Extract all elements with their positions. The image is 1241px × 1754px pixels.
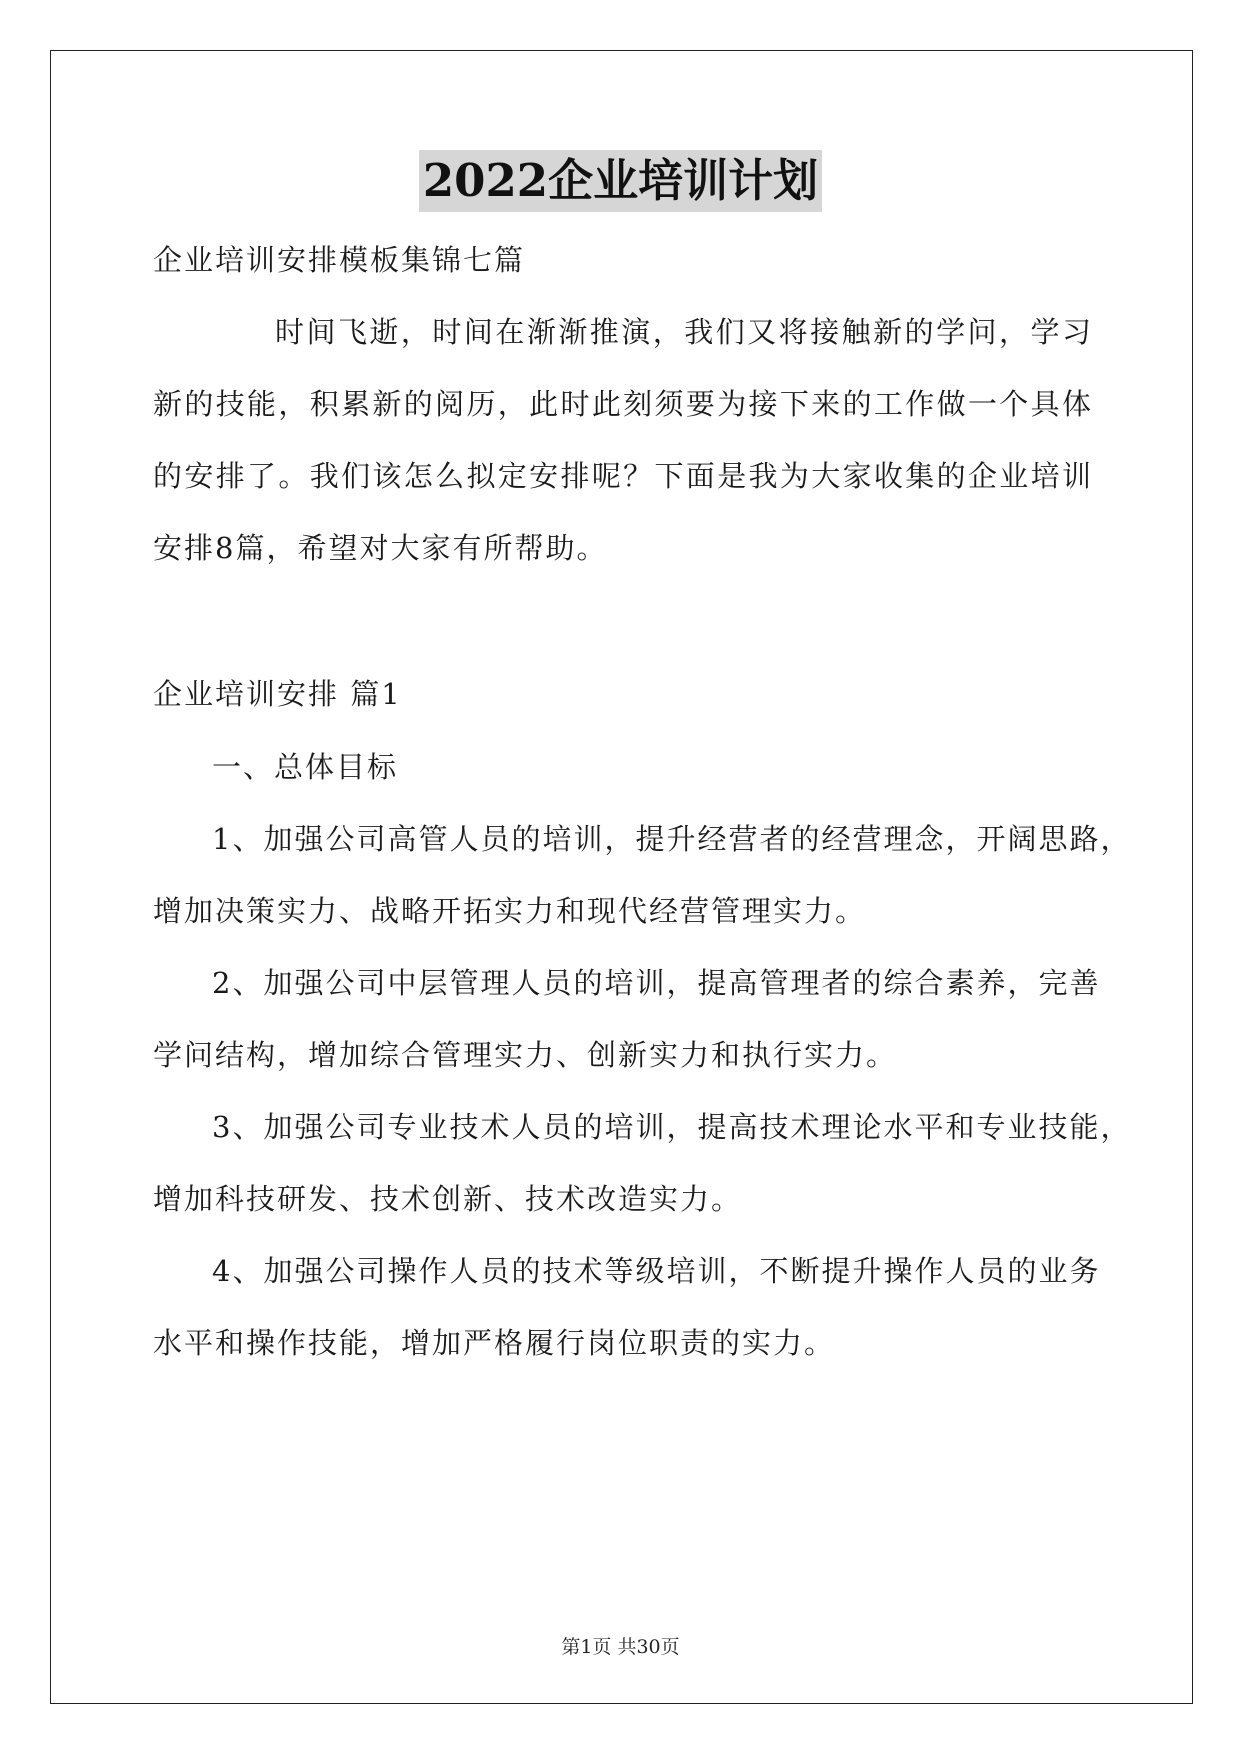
subtitle-line: 企业培训安排模板集锦七篇 — [153, 243, 526, 277]
section-heading: 企业培训安排 篇1 — [153, 677, 402, 711]
page-footer: 第1页 共30页 — [561, 1636, 680, 1658]
intro-line-1: 时间飞逝，时间在渐渐推演，我们又将接触新的学问，学习 — [275, 315, 1093, 349]
intro-line-4: 安排8篇，希望对大家有所帮助。 — [153, 531, 608, 565]
goal-2-line-1: 2、加强公司中层管理人员的培训，提高管理者的综合素养，完善 — [212, 966, 1101, 1000]
document-title: 2022企业培训计划 — [419, 150, 822, 212]
goal-4-line-1: 4、加强公司操作人员的技术等级培训，不断提升操作人员的业务 — [212, 1254, 1101, 1288]
goal-1-line-2: 增加决策实力、战略开拓实力和现代经营管理实力。 — [153, 894, 867, 928]
goal-2-line-2: 学问结构，增加综合管理实力、创新实力和执行实力。 — [153, 1038, 898, 1072]
intro-line-3: 的安排了。我们该怎么拟定安排呢？下面是我为大家收集的企业培训 — [153, 459, 1093, 493]
intro-line-2: 新的技能，积累新的阅历，此时此刻须要为接下来的工作做一个具体 — [153, 387, 1093, 421]
goal-heading: 一、总体目标 — [212, 750, 399, 784]
goal-3-line-1: 3、加强公司专业技术人员的培训，提高技术理论水平和专业技能， — [212, 1110, 1132, 1144]
page-border — [50, 50, 1193, 1704]
title-wrap — [0, 150, 1241, 212]
goal-1-line-1: 1、加强公司高管人员的培训，提升经营者的经营理念，开阔思路， — [212, 822, 1132, 856]
goal-4-line-2: 水平和操作技能，增加严格履行岗位职责的实力。 — [153, 1326, 836, 1360]
goal-3-line-2: 增加科技研发、技术创新、技术改造实力。 — [153, 1182, 743, 1216]
